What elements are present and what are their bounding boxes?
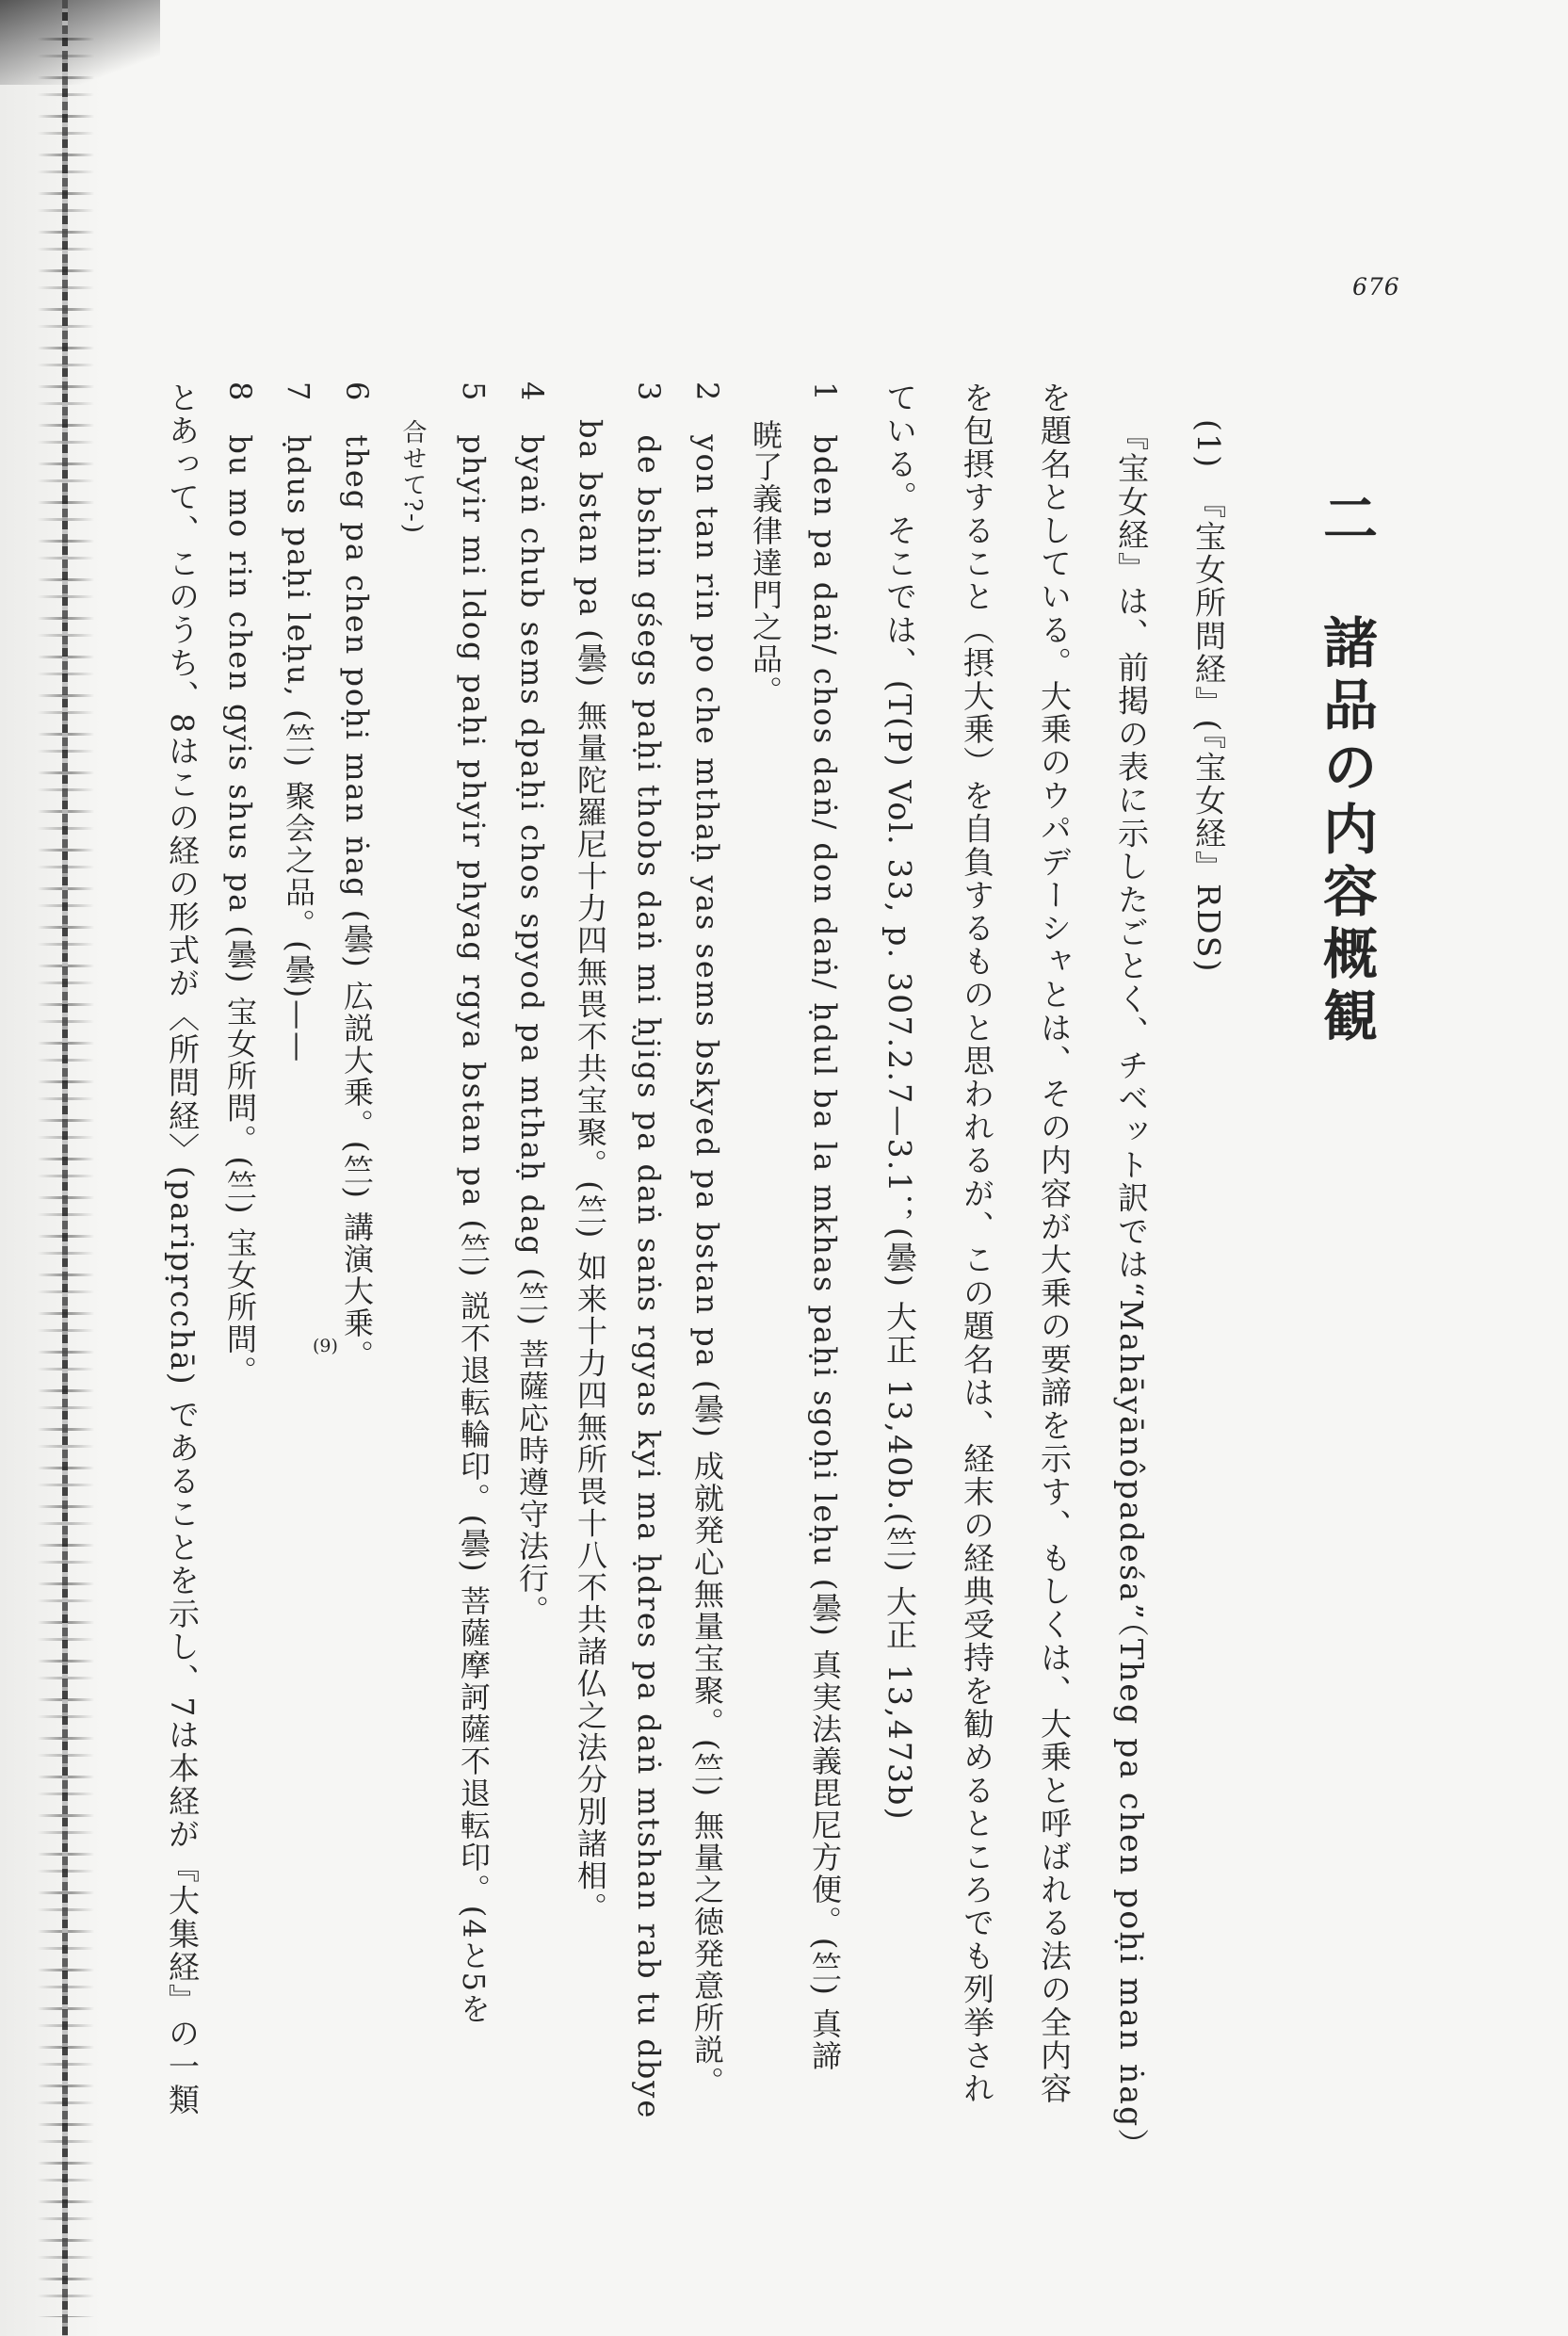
text-line-p2: を題名としている。大乗のウパデーシャとは、その内容が大乗の要諦を示す、もしくは、大乗と呼ばれる法の全内容 — [1036, 381, 1073, 2106]
section-heading: 二 諸品の内容概観 — [1314, 490, 1378, 1049]
text-line-p4: ている。そこでは、(T(P) Vol. 33, p. 307.2.7—3.1；(曇) 大正 13,40b.(竺) 大正 13,473b) — [881, 381, 918, 1822]
text-line-l3a: 3 de bshin gśegs paḥi thobs daṅ mi ḥjigs pa daṅ saṅs rgyas kyi ma ḥdres pa daṅ mtshan rab tu dbye — [631, 381, 667, 2120]
footnote-marker: (9) — [313, 1336, 338, 1356]
page-number: 676 — [1352, 273, 1400, 300]
text-line-l3b: ba bstan pa (曇) 無量陀羅尼十力四無畏不共宝聚。(竺) 如来十力四無所畏十八不共諸仏之法分別諸相。 — [573, 419, 608, 1924]
text-line-l6: 6 theg pa chen poḥi man ṅag (曇) 広説大乗。(竺) 講演大乗。 — [339, 381, 375, 1371]
text-line-p1: 『宝女経』は、前掲の表に示したごとく、チベット訳では“Mahāyānôpadeśa”（Theg pa chen poḥi man ṅag） — [1113, 419, 1150, 2162]
text-line-l2: 2 yon tan rin po che mthaḥ yas sems bskyed pa bstan pa (曇) 成就発心無量宝聚。(竺) 無量之徳発意所説。 — [689, 381, 725, 2099]
text-line-l1b: 暁了義律達門之品。 — [748, 419, 784, 707]
text-line-l5b: 合せて?-) — [398, 419, 427, 535]
text-line-l7: 7 ḥdus paḥi leḥu, (竺) 聚会之品。(曇)—— — [281, 381, 316, 1064]
text-line-subheading: (1) 『宝女所問経』(『宝女経』RDS) — [1190, 419, 1227, 974]
text-line-l5a: 5 phyir mi ldog paḥi phyir phyag rgya bstan pa (竺) 説不退転輪印。(曇) 菩薩摩訶薩不退転印。(4と5を — [456, 381, 492, 2025]
text-line-p3: を包摂すること（摂大乗）を自負するものと思われるが、この題名は、経末の経典受持を勧めるところでも列挙され — [959, 381, 995, 2106]
book-spine — [62, 0, 68, 2336]
text-line-l1a: 1 bden pa daṅ/ chos daṅ/ don daṅ/ ḥdul ba la mkhas paḥi sgoḥi leḥu (曇) 真実法義毘尼方便。(竺) 真諦 — [807, 381, 843, 2073]
text-line-l4: 4 byaṅ chub sems dpaḥi chos spyod pa mthaḥ dag (竺) 菩薩応時遵守法行。 — [514, 381, 550, 1627]
text-line-p5: とあって、このうち、8はこの経の形式が〈所問経〉(paripṛcchā) であることを示し、7は本経が『大集経』の一類 — [164, 381, 201, 2117]
text-line-l8: 8 bu mo rin chen gyis shus pa (曇) 宝女所問。(竺) 宝女所問。 — [222, 381, 258, 1387]
